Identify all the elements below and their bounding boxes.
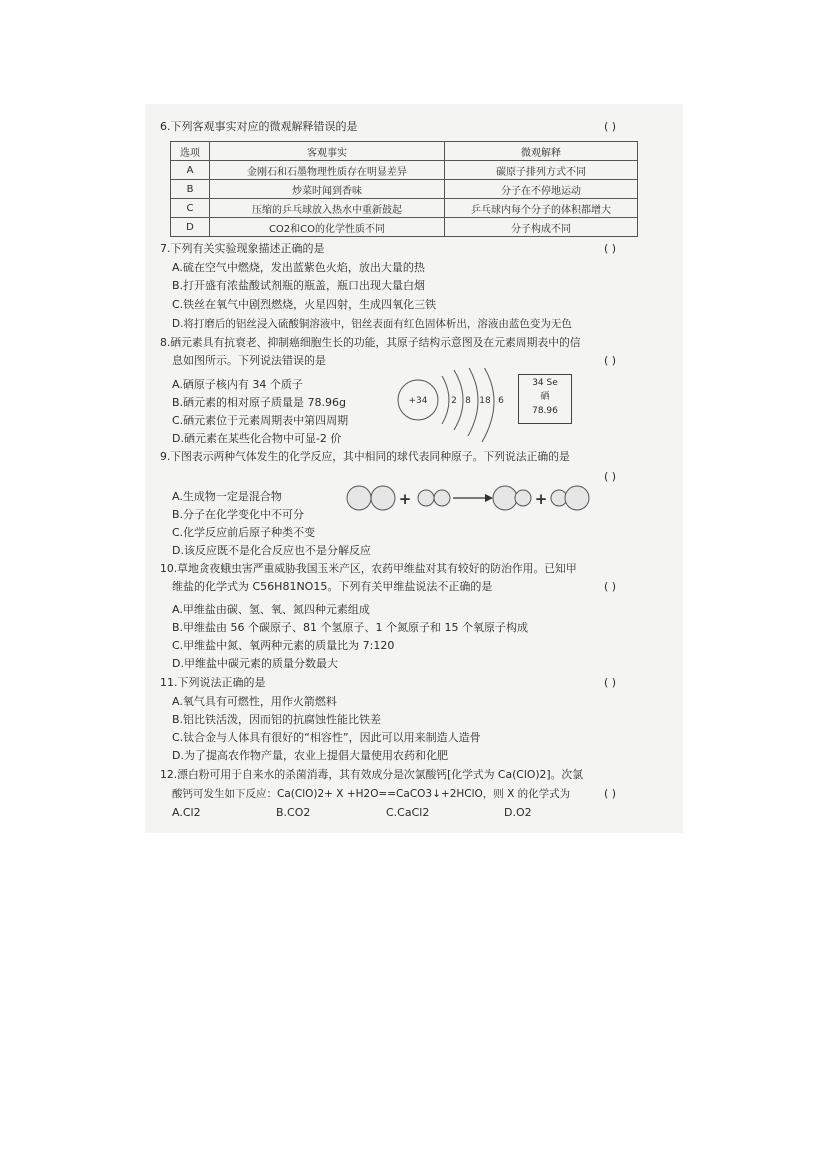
electron-shell-arc <box>442 376 449 424</box>
table-cell: 压缩的乒乓球放入热水中重新鼓起 <box>210 199 445 218</box>
table-cell: 分子构成不同 <box>445 218 638 237</box>
table-cell: 金刚石和石墨物理性质存在明显差异 <box>210 161 445 180</box>
q9-option-c: C.化学反应前后原子种类不变 <box>172 526 316 539</box>
table-row <box>171 161 638 180</box>
q9-option-d: D.该反应既不是化合反应也不是分解反应 <box>172 544 371 557</box>
element-mass: 78.96 <box>532 406 558 416</box>
q7-answer-paren: ( ) <box>604 242 617 255</box>
q8-answer-paren: ( ) <box>604 354 617 367</box>
element-number-symbol: 34 Se <box>532 378 558 388</box>
q9-option-b: B.分子在化学变化中不可分 <box>172 508 305 521</box>
q8-option-c: C.硒元素位于元素周期表中第四周期 <box>172 414 349 427</box>
q11-answer-paren: ( ) <box>604 676 617 689</box>
q10-option-d: D.甲维盐中碳元素的质量分数最大 <box>172 657 338 670</box>
element-name: 硒 <box>540 392 550 402</box>
nucleus-charge: +34 <box>408 396 428 406</box>
q7-option-a: A.硫在空气中燃烧，发出蓝紫色火焰，放出大量的热 <box>172 261 425 274</box>
table-cell: CO2和CO的化学性质不同 <box>210 218 445 237</box>
shell-electron-count: 8 <box>465 396 471 406</box>
shell-electron-count: 6 <box>498 396 504 406</box>
table-cell: 分子在不停地运动 <box>445 180 638 199</box>
atom-circle <box>493 486 517 510</box>
q9-answer-paren: ( ) <box>604 470 617 483</box>
q11-stem: 11.下列说法正确的是 <box>160 676 266 689</box>
atom-circle <box>434 490 450 506</box>
q12-stem-line1: 12.漂白粉可用于自来水的杀菌消毒，其有效成分是次氯酸钙[化学式为 Ca(ClO)2]。次氯 <box>160 768 584 781</box>
table-header: 客观事实 <box>210 142 445 161</box>
q7-option-b: B.打开盛有浓盐酸试剂瓶的瓶盖，瓶口出现大量白烟 <box>172 279 426 292</box>
table-row <box>171 180 638 199</box>
plus-sign: + <box>398 490 412 508</box>
q8-stem-line2: 息如图所示。下列说法错误的是 <box>172 354 326 367</box>
table-row <box>171 199 638 218</box>
table-cell: 炒菜时闻到香味 <box>210 180 445 199</box>
table-row <box>171 218 638 237</box>
table-header: 微观解释 <box>445 142 638 161</box>
atom-circle <box>565 486 589 510</box>
shell-electron-count: 18 <box>479 396 491 406</box>
q9-option-a: A.生成物一定是混合物 <box>172 490 282 503</box>
q10-option-c: C.甲维盐中氮、氧两种元素的质量比为 7:120 <box>172 639 395 652</box>
table-header: 选项 <box>171 142 210 161</box>
q11-option-c: C.钛合金与人体具有很好的“相容性”，因此可以用来制造人造骨 <box>172 731 481 744</box>
q12-option-a: A.Cl2 <box>172 806 201 819</box>
atom-circle <box>347 486 371 510</box>
table-cell: D <box>171 218 210 237</box>
q10-stem-line1: 10.草地贪夜蛾虫害严重威胁我国玉米产区，农药甲维盐对其有较好的防治作用。已知甲 <box>160 562 577 575</box>
q12-stem-line2: 酸钙可发生如下反应：Ca(ClO)2+ X +H2O==CaCO3↓+2HClO，则 X 的化学式为 <box>172 788 571 800</box>
q6-stem: 6.下列客观事实对应的微观解释错误的是 <box>160 120 358 133</box>
q6-answer-paren: ( ) <box>604 120 617 133</box>
q8-option-d: D.硒元素在某些化合物中可显-2 价 <box>172 432 342 445</box>
atom-circle <box>418 490 434 506</box>
q10-stem-line2: 维盐的化学式为 C56H81NO15。下列有关甲维盐说法不正确的是 <box>172 580 493 593</box>
periodic-table-cell <box>518 374 572 424</box>
q7-option-d: D.将打磨后的铝丝浸入硫酸铜溶液中，铝丝表面有红色固体析出，溶液由蓝色变为无色 <box>172 318 572 330</box>
table-cell: A <box>171 161 210 180</box>
reaction-arrow-head-icon <box>485 494 493 502</box>
q9-stem: 9.下图表示两种气体发生的化学反应，其中相同的球代表同种原子。下列说法正确的是 <box>160 450 570 463</box>
q10-option-b: B.甲维盐由 56 个碳原子、81 个氢原子、1 个氮原子和 15 个氧原子构成 <box>172 621 529 634</box>
q12-option-b: B.CO2 <box>276 806 311 819</box>
q12-option-c: C.CaCl2 <box>386 806 430 819</box>
atom-circle <box>371 486 395 510</box>
q7-stem: 7.下列有关实验现象描述正确的是 <box>160 242 325 255</box>
selenium-atom-structure-diagram <box>390 368 520 448</box>
atom-circle <box>515 490 531 506</box>
plus-sign: + <box>534 490 548 508</box>
q11-option-b: B.铝比铁活泼，因而铝的抗腐蚀性能比铁差 <box>172 713 382 726</box>
table-cell: C <box>171 199 210 218</box>
table-cell: 乒乓球内每个分子的体积都增大 <box>445 199 638 218</box>
table-header-row <box>171 142 638 161</box>
reaction-molecule-diagram <box>345 484 595 514</box>
q6-table <box>170 141 638 237</box>
q10-option-a: A.甲维盐由碳、氢、氧、氮四种元素组成 <box>172 603 370 616</box>
shell-electron-count: 2 <box>451 396 457 406</box>
q8-stem-line1: 8.硒元素具有抗衰老、抑制癌细胞生长的功能，其原子结构示意图及在元素周期表中的信 <box>160 336 581 349</box>
q12-answer-paren: ( ) <box>604 787 617 800</box>
table-cell: 碳原子排列方式不同 <box>445 161 638 180</box>
q11-option-d: D.为了提高农作物产量，农业上提倡大量使用农药和化肥 <box>172 749 448 762</box>
q11-option-a: A.氧气具有可燃性，用作火箭燃料 <box>172 695 337 708</box>
q8-option-b: B.硒元素的相对原子质量是 78.96g <box>172 396 347 409</box>
q8-option-a: A.硒原子核内有 34 个质子 <box>172 378 303 391</box>
q7-option-c: C.铁丝在氧气中剧烈燃烧，火星四射，生成四氧化三铁 <box>172 298 437 311</box>
q12-option-d: D.O2 <box>504 806 532 819</box>
q10-answer-paren: ( ) <box>604 580 617 593</box>
table-cell: B <box>171 180 210 199</box>
